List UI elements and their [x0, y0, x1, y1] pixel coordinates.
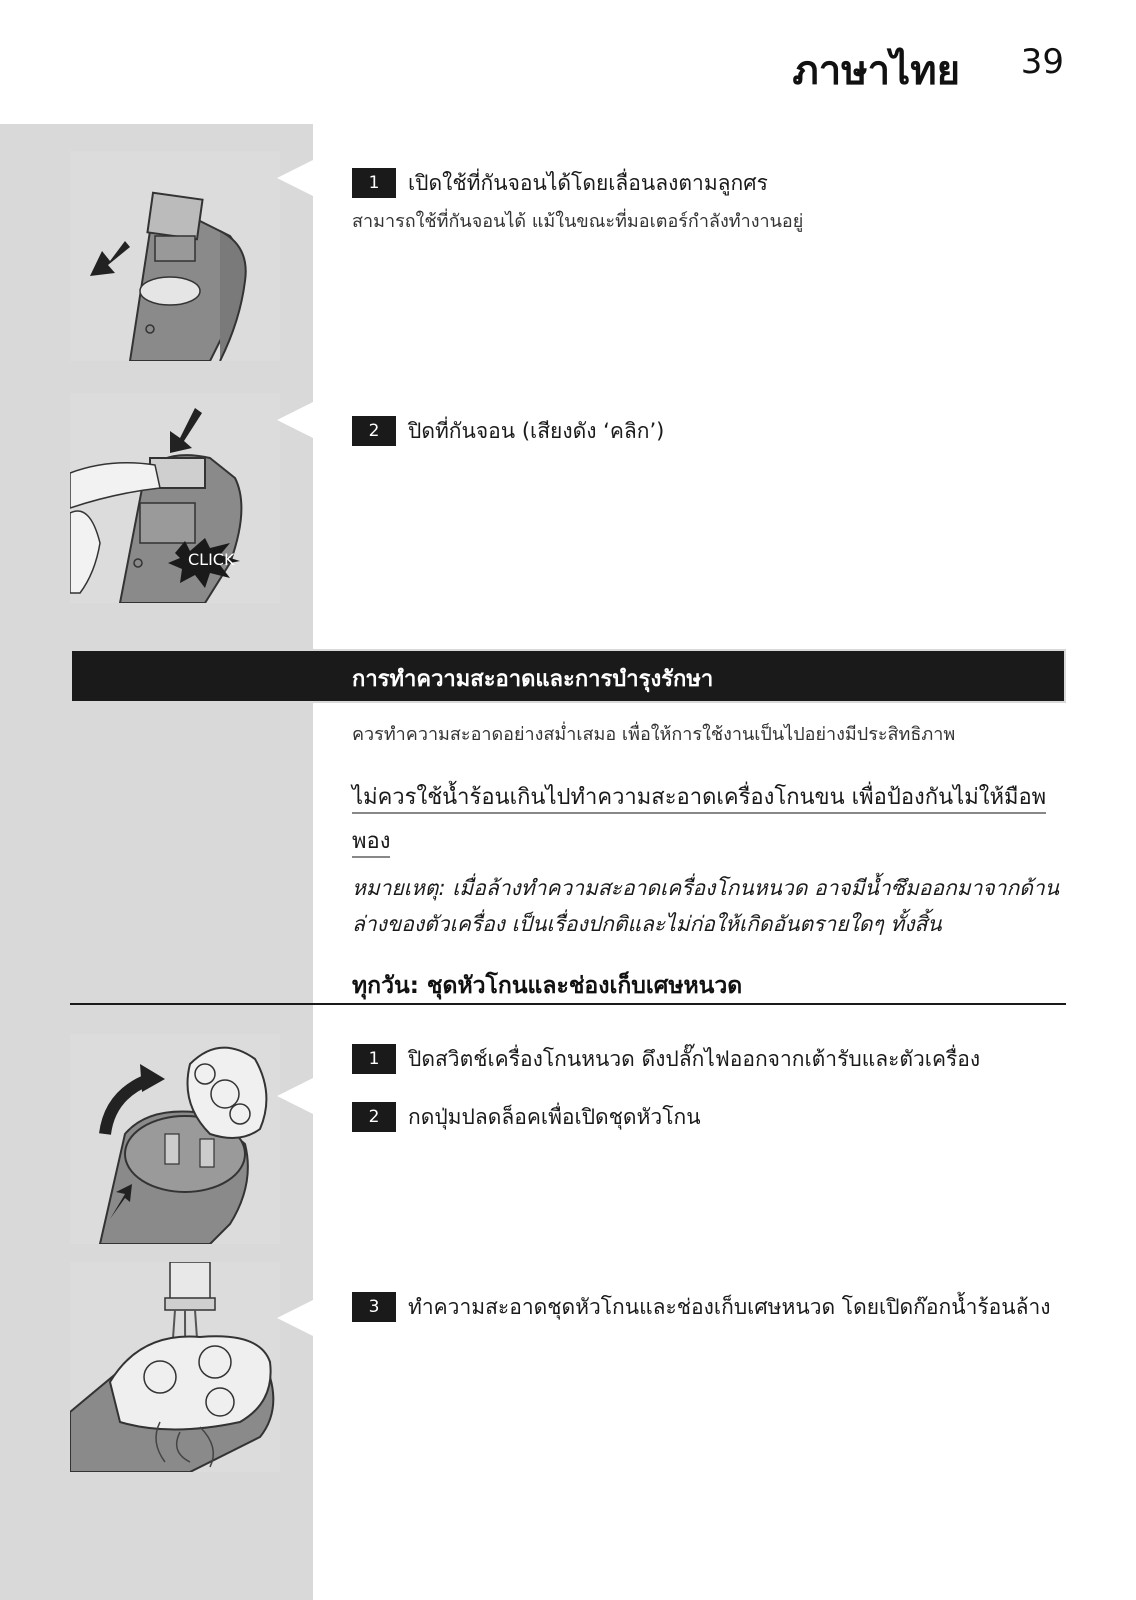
click-label: CLICK	[188, 550, 235, 569]
step-text: ทำความสะอาดชุดหัวโกนและช่องเก็บเศษหนวด โดยเปิดก๊อกน้ำร้อนล้าง	[408, 1295, 1051, 1319]
trimmer-step-1	[352, 166, 768, 200]
page-language-title: ภาษาไทย	[792, 48, 960, 94]
trimmer-note: สามารถใช้ที่กันจอนได้ แม้ในขณะที่มอเตอร์กำลังทำงานอยู่	[352, 211, 804, 232]
warning-line-1: ไม่ควรใช้น้ำร้อนเกินไปทำความสะอาดเครื่องโกนขน เพื่อป้องกันไม่ให้มือพ	[352, 785, 1046, 814]
open-shaving-head-illustration	[70, 1034, 280, 1244]
section-header-bar	[70, 649, 1066, 703]
step-number: 1	[352, 168, 396, 198]
step-text: ปิดที่กันจอน (เสียงดัง ‘คลิก’)	[408, 419, 665, 443]
step-number: 2	[352, 1102, 396, 1132]
illustration-pointer	[277, 402, 313, 438]
note-line-2: ล่างของตัวเครื่อง เป็นเรื่องปกติและไม่ก่อให้เกิดอันตรายใดๆ ทั้งสิ้น	[352, 912, 942, 936]
hot-water-warning	[352, 776, 1072, 864]
page-number: 39	[1020, 42, 1064, 82]
cleaning-intro: ควรทำความสะอาดอย่างสม่ำเสมอ เพื่อให้การใช้งานเป็นไปอย่างมีประสิทธิภาพ	[352, 724, 956, 745]
illustration-pointer	[277, 1078, 313, 1114]
section-title: การทำความสะอาดและการบำรุงรักษา	[352, 667, 714, 692]
step-text: กดปุ่มปลดล็อคเพื่อเปิดชุดหัวโกน	[408, 1105, 701, 1129]
cleaning-step-2	[352, 1100, 701, 1134]
illustration-pointer	[277, 1300, 313, 1336]
cleaning-step-1	[352, 1042, 980, 1076]
trimmer-close-illustration	[70, 393, 280, 603]
leak-note	[352, 870, 1072, 942]
trimmer-open-illustration	[70, 151, 280, 361]
subheading-rule	[70, 1003, 1066, 1005]
rinse-under-tap-illustration	[70, 1262, 280, 1472]
step-text: ปิดสวิตช์เครื่องโกนหนวด ดึงปลั๊กไฟออกจากเต้ารับและตัวเครื่อง	[408, 1047, 981, 1071]
step-number: 2	[352, 416, 396, 446]
step-number: 3	[352, 1292, 396, 1322]
illustration-pointer	[277, 160, 313, 196]
step-number: 1	[352, 1044, 396, 1074]
daily-subheading: ทุกวัน: ชุดหัวโกนและช่องเก็บเศษหนวด	[352, 973, 743, 999]
cleaning-step-3	[352, 1290, 1051, 1324]
note-line-1: หมายเหตุ: เมื่อล้างทำความสะอาดเครื่องโกนหนวด อาจมีน้ำซึมออกมาจากด้าน	[352, 876, 1059, 900]
warning-line-2: พอง	[352, 829, 390, 858]
step-text: เปิดใช้ที่กันจอนได้โดยเลื่อนลงตามลูกศร	[408, 171, 768, 195]
trimmer-step-2	[352, 414, 664, 448]
